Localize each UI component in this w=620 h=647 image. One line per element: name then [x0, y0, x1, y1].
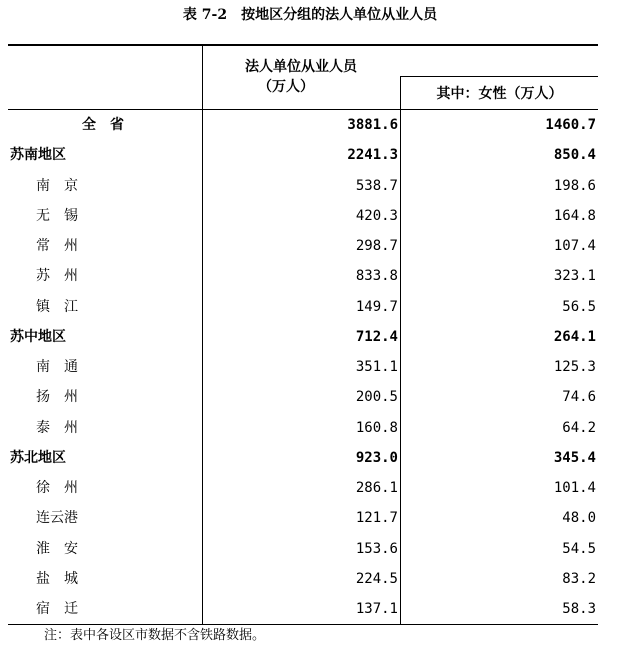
row-female-value: 125.3	[553, 359, 596, 375]
row-total-value: 160.8	[355, 419, 398, 436]
row-female-value: 101.4	[553, 480, 596, 496]
table-row	[0, 534, 620, 564]
row-name: 泰 州	[36, 419, 78, 436]
row-total-value: 538.7	[355, 177, 398, 194]
row-name: 徐 州	[36, 480, 78, 496]
header-female-column: 其中：女性（万人）	[436, 86, 563, 102]
row-female-value: 1460.7	[545, 117, 596, 133]
table-title: 表 7-2 按地区分组的法人单位从业人员	[182, 7, 438, 23]
row-name: 南 通	[36, 359, 78, 375]
table-row	[0, 261, 620, 291]
header-total-unit: （万人）	[258, 79, 314, 95]
row-name: 无 锡	[36, 207, 78, 224]
row-female-value: 58.3	[562, 601, 596, 617]
top-rule	[8, 44, 598, 46]
table-row	[0, 231, 620, 261]
header-total-label: 法人单位从业人员	[245, 59, 357, 75]
row-name: 南 京	[36, 177, 78, 194]
row-female-value: 264.1	[553, 328, 596, 345]
row-total-value: 121.7	[355, 510, 398, 527]
row-female-value: 48.0	[562, 510, 596, 527]
row-total-value: 3881.6	[347, 117, 398, 133]
row-female-value: 56.5	[562, 298, 596, 315]
table-row	[0, 140, 620, 170]
row-name: 镇 江	[36, 298, 78, 315]
row-name: 盐 城	[36, 570, 78, 587]
header-total-column	[202, 57, 400, 97]
table-row	[0, 322, 620, 352]
footnote: 注：表中各设区市数据不含铁路数据。	[44, 628, 266, 643]
row-total-value: 153.6	[355, 540, 398, 557]
row-total-value: 2241.3	[347, 147, 398, 164]
row-female-value: 64.2	[562, 419, 596, 436]
row-name: 淮 安	[36, 540, 78, 557]
table-row	[0, 413, 620, 443]
row-female-value: 323.1	[553, 268, 596, 285]
row-total-value: 149.7	[355, 298, 398, 315]
row-name: 宿 迁	[36, 601, 78, 617]
row-female-value: 107.4	[553, 238, 596, 254]
row-total-value: 712.4	[355, 328, 398, 345]
row-name: 常 州	[36, 238, 78, 254]
table-row	[0, 564, 620, 594]
table-row	[0, 382, 620, 412]
row-total-value: 224.5	[355, 570, 398, 587]
row-female-value: 74.6	[562, 389, 596, 406]
row-total-value: 298.7	[355, 238, 398, 254]
row-female-value: 54.5	[562, 540, 596, 557]
row-total-value: 420.3	[355, 207, 398, 224]
row-name: 苏北地区	[10, 449, 66, 466]
row-name: 全 省	[82, 117, 124, 133]
table-bottom-rule	[8, 624, 598, 625]
table-row	[0, 110, 620, 140]
row-female-value: 83.2	[562, 570, 596, 587]
row-female-value: 850.4	[553, 147, 596, 164]
row-name: 苏南地区	[10, 147, 66, 164]
table-row	[0, 594, 620, 624]
row-name: 扬 州	[36, 389, 78, 406]
row-name: 苏中地区	[10, 328, 66, 345]
subheader-rule	[401, 76, 598, 77]
row-total-value: 833.8	[355, 268, 398, 285]
row-name: 苏 州	[36, 268, 78, 285]
row-total-value: 200.5	[355, 389, 398, 406]
row-total-value: 137.1	[355, 601, 398, 617]
row-female-value: 198.6	[553, 177, 596, 194]
row-total-value: 923.0	[355, 449, 398, 466]
table-row	[0, 503, 620, 533]
row-female-value: 164.8	[553, 207, 596, 224]
table-row	[0, 352, 620, 382]
table-row	[0, 473, 620, 503]
table-row	[0, 171, 620, 201]
row-female-value: 345.4	[553, 449, 596, 466]
row-total-value: 351.1	[355, 359, 398, 375]
table-row	[0, 201, 620, 231]
row-total-value: 286.1	[355, 480, 398, 496]
row-name: 连云港	[36, 510, 78, 527]
table-row	[0, 443, 620, 473]
table-row	[0, 292, 620, 322]
